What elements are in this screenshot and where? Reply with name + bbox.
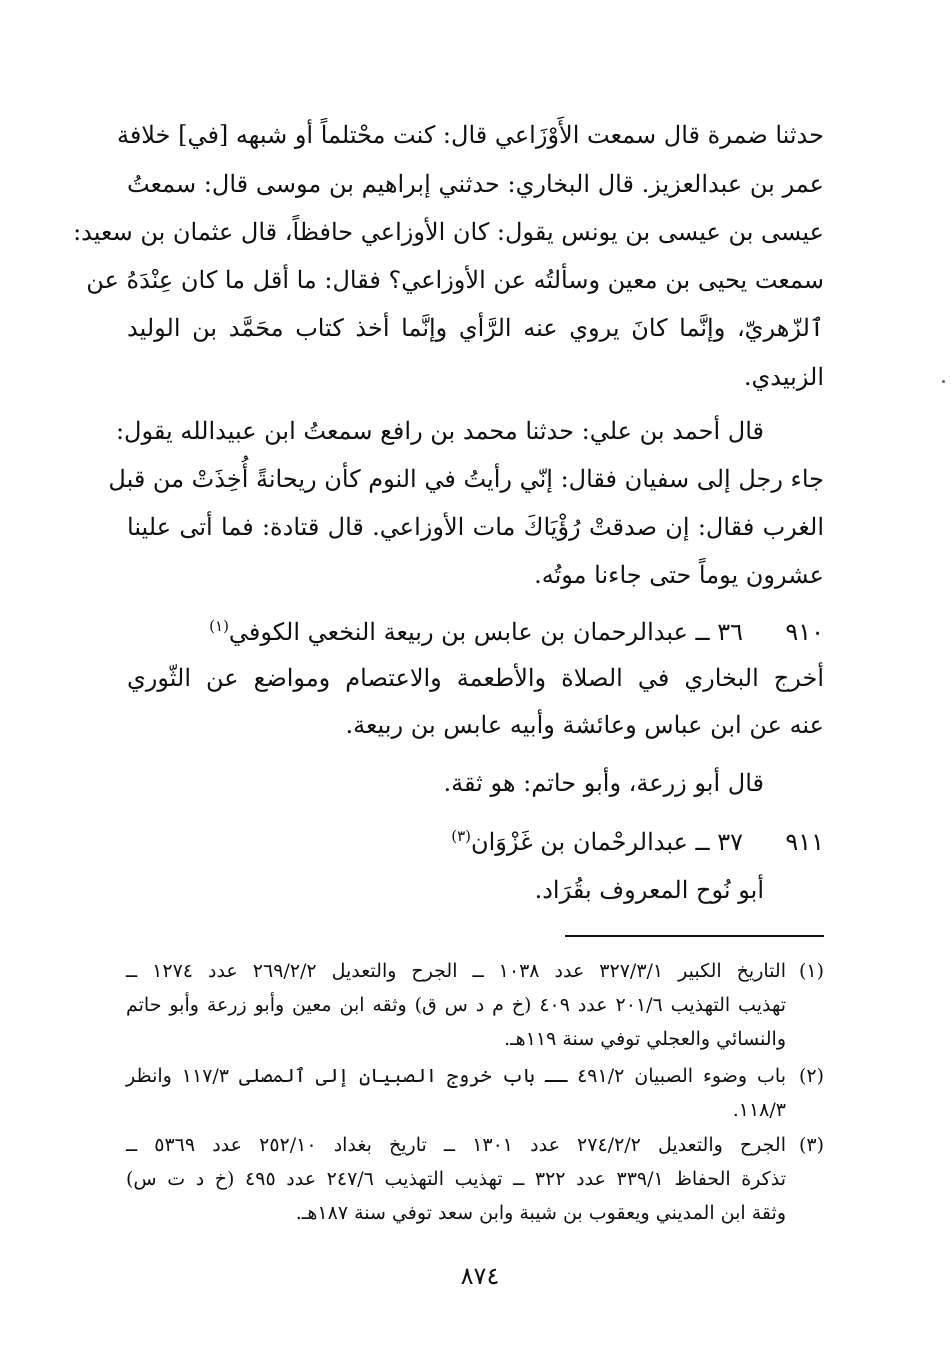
- text-line: عيسى بن عيسى بن يونس يقول: كان الأوزاعي حافظاً، قال عثمان بن سعيد:: [73, 218, 824, 246]
- text-line: الغرب فقال: إن صدقتْ رُؤْيَاكَ مات الأوزاعي. قال قتادة: فما أتى علينا: [127, 513, 824, 541]
- footnote-marker: (٣): [798, 1134, 824, 1156]
- text-line: عمر بن عبدالعزيز. قال البخاري: حدثني إبراهيم بن موسى قال: سمعتُ: [127, 170, 824, 198]
- entry-heading-text: ٣٦ ــ عبدالرحمان بن عابس بن ربيعة النخعي الكوفي: [228, 618, 743, 646]
- text-line: الزبيدي.: [743, 363, 824, 391]
- text-line: قال أحمد بن علي: حدثنا محمد بن رافع سمعتُ ابن عبيدالله يقول:: [115, 417, 764, 445]
- footnote-line: والنسائي والعجلي توفي سنة ١١٩هـ.: [504, 1028, 786, 1050]
- footnote-ref: (٣): [451, 827, 471, 845]
- footnote-line: ١١٨/٣.: [732, 1099, 786, 1121]
- footnote-marker: (٢): [798, 1065, 824, 1087]
- entry-number: ٩١١: [785, 828, 824, 856]
- footnote-separator: [565, 935, 824, 937]
- text-line: أخرج البخاري في الصلاة والأطعمة والاعتصام ومواضع عن الثّوري: [127, 664, 824, 692]
- footnote-line: التاريخ الكبير ٣٢٧/٣/١ عدد ١٠٣٨ ــ الجرح والتعديل ٢٦٩/٢/٢ عدد ١٢٧٤ ــ: [126, 960, 786, 982]
- text-line: سمعت يحيى بن معين وسألتُه عن الأوزاعي؟ فقال: ما أقل ما كان عِنْدَهُ عن: [86, 266, 824, 294]
- footnote-line: تهذيب التهذيب ٢٠١/٦ عدد ٤٠٩ (خ م د س ق) وثقه ابن معين وأبو زرعة وأبو حاتم: [126, 994, 787, 1016]
- footnote-marker: (١): [798, 960, 824, 982]
- text-line: قال أبو زرعة، وأبو حاتم: هو ثقة.: [443, 769, 764, 797]
- footnote-line: وثقة ابن المديني ويعقوب بن شيبة وابن سعد توفي سنة ١٨٧هـ.: [295, 1202, 786, 1224]
- text-line: ٱلزّهريّ، وإنَّما كانَ يروي عنه الرَّأي وإنَّما أخذ كتاب محَمَّد بن الوليد: [127, 314, 824, 342]
- text-line: عنه عن ابن عباس وعائشة وأبيه عابس بن ربيعة.: [345, 711, 824, 739]
- text-line: حدثنا ضمرة قال سمعت الأَوْزَاعي قال: كنت محْتلماً أو شبهه [في] خلافة: [116, 121, 824, 149]
- page-number: ٨٧٤: [460, 1262, 500, 1290]
- footnote-line: باب وضوء الصبيان ٤٩١/٢ ــ باب خروج الصبيان إلى ٱلمصلى ١١٧/٣ وانظر: [126, 1065, 786, 1087]
- footnote-ref: (١): [209, 617, 229, 635]
- entry-heading: [143, 824, 743, 860]
- text-line: أبو نُوح المعروف بقُرَاد.: [534, 876, 764, 904]
- scan-speck: [942, 380, 945, 383]
- footnote-line: تذكرة الحفاظ ٣٣٩/١ عدد ٣٢٢ ــ تهذيب التهذيب ٢٤٧/٦ عدد ٤٩٥ (خ د ت س): [126, 1168, 786, 1190]
- text-line: جاء رجل إلى سفيان فقال: إنّي رأيتُ في النوم كأن ريحانةً أُخِذَتْ من قبل: [108, 465, 824, 493]
- text-line: عشرون يوماً حتى جاءنا موتُه.: [534, 561, 824, 589]
- entry-heading-text: ٣٧ ــ عبدالرحْمان بن غَزْوَان: [470, 828, 743, 856]
- entry-heading: [143, 614, 743, 650]
- footnote-line: الجرح والتعديل ٢٧٤/٢/٢ عدد ١٣٠١ ــ تاريخ بغداد ٢٥٢/١٠ عدد ٥٣٦٩ ــ: [126, 1134, 787, 1156]
- entry-number: ٩١٠: [785, 618, 824, 646]
